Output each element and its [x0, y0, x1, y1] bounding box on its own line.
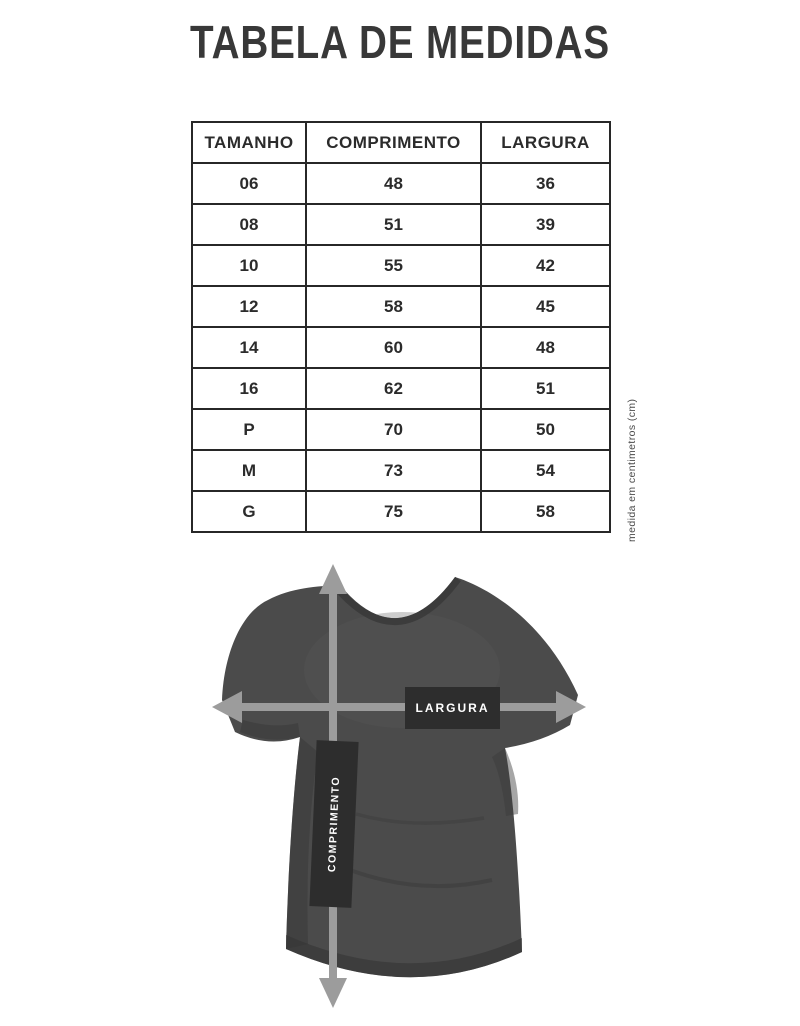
- width-cell: 58: [481, 491, 610, 532]
- size-cell: 08: [192, 204, 306, 245]
- tshirt-measurement-diagram: [150, 552, 650, 1026]
- comprimento-label: [309, 740, 358, 908]
- width-cell: 45: [481, 286, 610, 327]
- width-cell: 50: [481, 409, 610, 450]
- size-cell: G: [192, 491, 306, 532]
- tshirt-shape: [222, 577, 578, 977]
- table-row: [192, 163, 610, 204]
- size-table: [191, 121, 611, 533]
- width-cell: 54: [481, 450, 610, 491]
- length-cell: 51: [306, 204, 481, 245]
- length-cell: 73: [306, 450, 481, 491]
- tshirt-illustration: [150, 552, 650, 1026]
- column-header-largura: LARGURA: [481, 122, 610, 163]
- size-cell: 14: [192, 327, 306, 368]
- comprimento-label-text: COMPRIMENTO: [325, 775, 343, 873]
- page-title: [0, 12, 800, 72]
- width-cell: 51: [481, 368, 610, 409]
- size-cell: P: [192, 409, 306, 450]
- size-cell: 16: [192, 368, 306, 409]
- width-cell: 42: [481, 245, 610, 286]
- table-row: [192, 368, 610, 409]
- column-header-tamanho: TAMANHO: [192, 122, 306, 163]
- width-cell: 39: [481, 204, 610, 245]
- table-row: [192, 327, 610, 368]
- table-row: [192, 450, 610, 491]
- width-cell: 48: [481, 327, 610, 368]
- width-cell: 36: [481, 163, 610, 204]
- table-row: [192, 409, 610, 450]
- table-header-row: [192, 122, 610, 163]
- largura-label: [405, 687, 500, 729]
- units-note: medida em centimetros (cm): [626, 398, 638, 542]
- length-cell: 48: [306, 163, 481, 204]
- length-cell: 55: [306, 245, 481, 286]
- page-title-text: TABELA DE MEDIDAS: [190, 16, 610, 68]
- size-cell: 06: [192, 163, 306, 204]
- size-cell: M: [192, 450, 306, 491]
- column-header-comprimento: COMPRIMENTO: [306, 122, 481, 163]
- length-cell: 75: [306, 491, 481, 532]
- table-row: [192, 286, 610, 327]
- size-cell: 10: [192, 245, 306, 286]
- table-row: [192, 245, 610, 286]
- size-cell: 12: [192, 286, 306, 327]
- length-cell: 62: [306, 368, 481, 409]
- largura-label-text: LARGURA: [415, 701, 490, 715]
- length-cell: 70: [306, 409, 481, 450]
- table-row: [192, 491, 610, 532]
- table-row: [192, 204, 610, 245]
- length-cell: 58: [306, 286, 481, 327]
- length-cell: 60: [306, 327, 481, 368]
